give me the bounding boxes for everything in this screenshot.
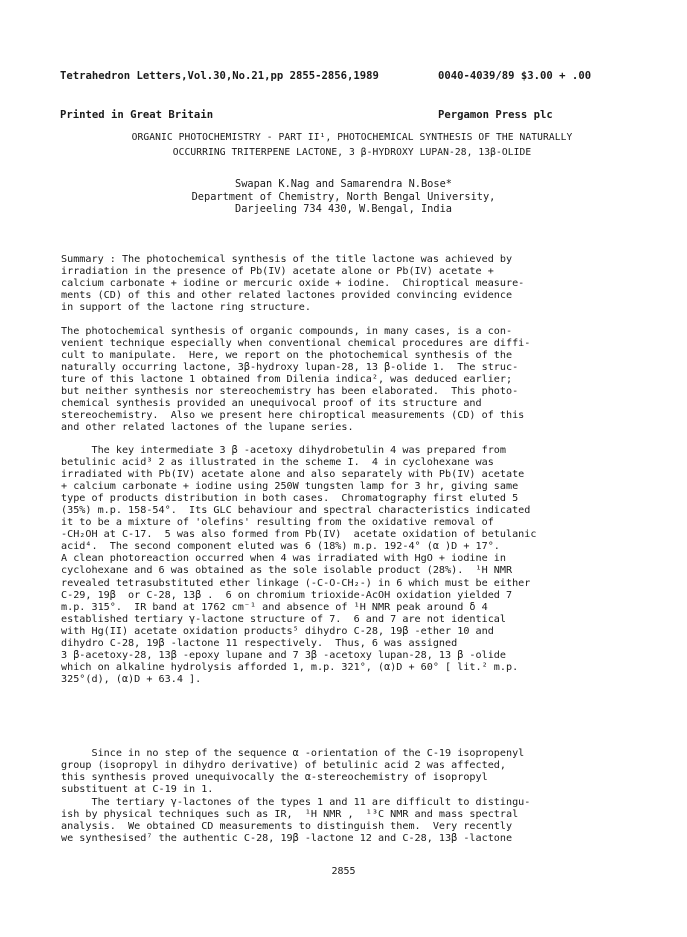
- text-line: + calcium carbonate + iodine using 250W tungsten lamp for 3 hr, giving same: [61, 481, 519, 493]
- text-line: acid⁴. The second component eluted was 6 (18%) m.p. 192-4° (α )D + 17°.: [61, 541, 500, 553]
- text-line: which on alkaline hydrolysis afforded 1, m.p. 321°, (α)D + 60° [ lit.² m.p.: [61, 661, 519, 673]
- text-line: Since in no step of the sequence α -orientation of the C-19 isopropenyl: [61, 748, 525, 759]
- text-line: ture of this lactone 1 obtained from Dilenia indica², was deduced earlier;: [61, 374, 513, 386]
- title-line: OCCURRING TRITERPENE LACTONE, 3 β-HYDROXY LUPAN-28, 13β-OLIDE: [172, 147, 532, 158]
- text-line: A clean photoreaction occurred when 4 was irradiated with HgO + iodine in: [61, 553, 506, 565]
- affiliation-department: Department of Chemistry, North Bengal University,: [191, 190, 496, 203]
- article-title: [52, 130, 652, 160]
- text-line: substituent at C-19 in 1.: [61, 784, 214, 796]
- text-line: naturally occurring lactone, 3β-hydroxy lupan-28, 13 β-olide 1. The struc-: [61, 362, 519, 374]
- title-line: ORGANIC PHOTOCHEMISTRY - PART II¹, PHOTOCHEMICAL SYNTHESIS OF THE NATURALLY: [131, 132, 573, 143]
- text-line: 3 β-acetoxy-28, 13β -epoxy lupane and 7 3β -acetoxy lupan-28, 13 β -olide: [61, 649, 506, 661]
- text-line: cult to manipulate. Here, we report on the photochemical synthesis of the: [61, 350, 513, 362]
- affiliation-address: Darjeeling 734 430, W.Bengal, India: [235, 203, 452, 215]
- text-line: m.p. 315°. IR band at 1762 cm⁻¹ and absence of ¹H NMR peak around δ 4: [61, 601, 488, 613]
- text-line: The photochemical synthesis of organic compounds, in many cases, is a con-: [61, 326, 513, 337]
- text-line: it to be a mixture of 'olefins' resulting from the oxidative removal of: [61, 517, 494, 529]
- text-line: irradiated with Pb(IV) acetate alone and also separately with Pb(IV) acetate: [61, 469, 525, 481]
- text-line: -CH₂OH at C-17. 5 was also formed from Pb(IV) acetate oxidation of betulanic: [61, 529, 537, 541]
- text-line: we synthesised⁷ the authentic C-28, 19β -lactone 12 and C-28, 13β -lactone: [61, 833, 513, 845]
- text-line: The tertiary γ-lactones of the types 1 and 11 are difficult to distingu-: [61, 797, 531, 808]
- text-line: in support of the lactone ring structure.: [61, 302, 311, 314]
- text-line: dihydro C-28, 19β -lactone 11 respectively. Thus, 6 was assigned: [61, 637, 458, 649]
- text-line: revealed tetrasubstituted ether linkage (-C-O-CH₂-) in 6 which must be either: [61, 577, 531, 589]
- synthesis-paragraph: [61, 445, 637, 686]
- cd-measurements-paragraph: [61, 797, 637, 845]
- text-line: irradiation in the presence of Pb(IV) acetate alone or Pb(IV) acetate +: [61, 266, 494, 278]
- text-line: analysis. We obtained CD measurements to distinguish them. Very recently: [61, 821, 513, 833]
- stereochemistry-paragraph: [61, 748, 637, 796]
- text-line: Summary : The photochemical synthesis of the title lactone was achieved by: [61, 254, 513, 265]
- text-line: with Hg(II) acetate oxidation products⁵ dihydro C-28, 19β -ether 10 and: [61, 625, 494, 637]
- text-line: group (isopropyl in dihydro derivative) of betulinic acid 2 was affected,: [61, 760, 506, 772]
- citation-line: Tetrahedron Letters,Vol.30,No.21,pp 2855-2856,1989: [60, 70, 379, 82]
- text-line: ments (CD) of this and other related lactones provided convincing evidence: [61, 290, 513, 302]
- page-number: 2855: [331, 866, 356, 877]
- text-line: this synthesis proved unequivocally the α-stereochemistry of isopropyl: [61, 772, 488, 784]
- text-line: established tertiary γ-lactone structure of 7. 6 and 7 are not identical: [61, 613, 506, 625]
- text-line: venient technique especially when conventional chemical procedures are diffi-: [61, 338, 531, 350]
- author-names: Swapan K.Nag and Samarendra N.Bose*: [235, 178, 452, 190]
- author-block: [0, 178, 687, 216]
- text-line: cyclohexane and 6 was obtained as the sole isolable product (28%). ¹H NMR: [61, 565, 513, 577]
- publisher-line: Pergamon Press plc: [438, 109, 553, 121]
- text-line: calcium carbonate + iodine or mercuric oxide + iodine. Chiroptical measure-: [61, 278, 525, 290]
- text-line: betulinic acid³ 2 as illustrated in the scheme I. 4 in cyclohexane was: [61, 457, 494, 469]
- text-line: chemical synthesis provided an unequivocal proof of its structure and: [61, 398, 482, 410]
- printed-in-line: Printed in Great Britain: [60, 109, 214, 121]
- text-line: stereochemistry. Also we present here chiroptical measurements (CD) of this: [61, 410, 525, 422]
- issn-price-line: 0040-4039/89 $3.00 + .00: [438, 70, 592, 82]
- text-line: The key intermediate 3 β -acetoxy dihydrobetulin 4 was prepared from: [61, 445, 506, 456]
- text-line: C-29, 19β or C-28, 13β . 6 on chromium trioxide-AcOH oxidation yielded 7: [61, 589, 513, 601]
- summary-paragraph: [61, 254, 637, 314]
- text-line: but neither synthesis nor stereochemistry has been elaborated. This photo-: [61, 386, 519, 398]
- text-line: 325°(d), (α)D + 63.4 ].: [61, 673, 202, 685]
- text-line: ish by physical techniques such as IR, ¹H NMR , ¹³C NMR and mass spectral: [61, 809, 519, 821]
- intro-paragraph: [61, 326, 637, 434]
- text-line: type of products distribution in both cases. Chromatography first eluted 5: [61, 493, 519, 505]
- text-line: (35%) m.p. 158-54°. Its GLC behaviour and spectral characteristics indicated: [61, 505, 531, 517]
- text-line: and other related lactones of the lupane series.: [61, 422, 354, 434]
